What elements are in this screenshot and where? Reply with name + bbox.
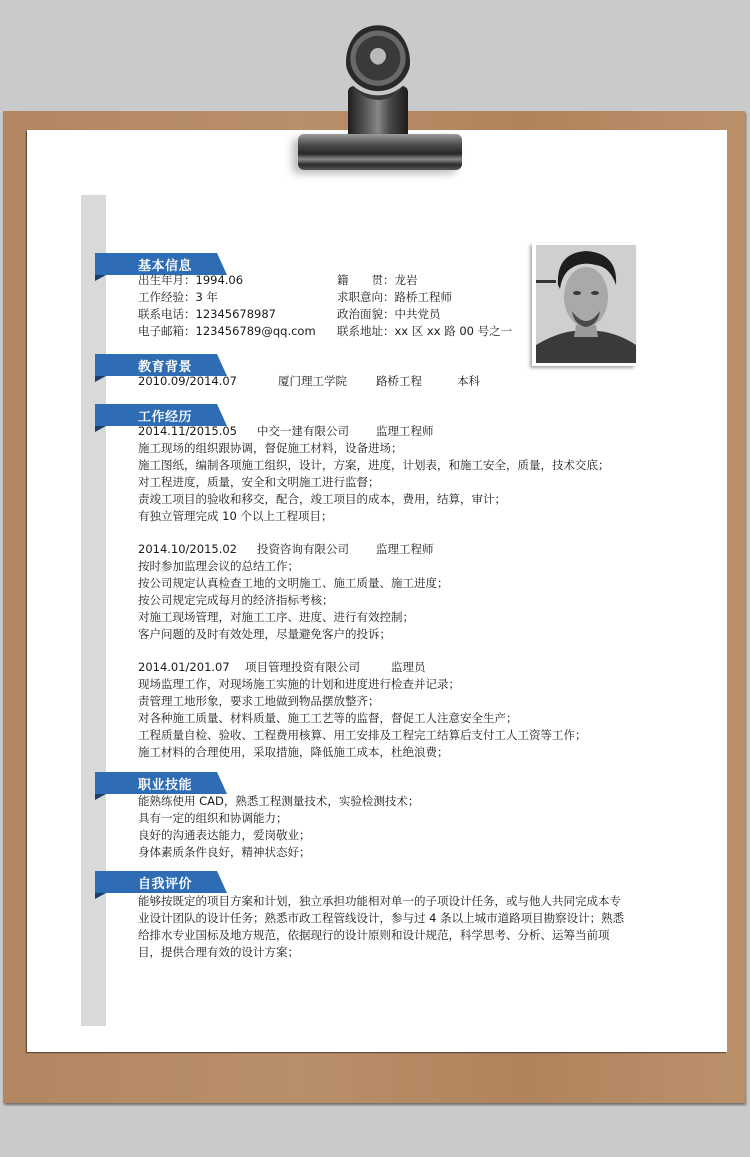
section-title: 自我评价 [138, 877, 193, 892]
job-position: 监理员 [391, 660, 426, 674]
job-duty: 施工图纸，编制各项施工组织，设计，方案，进度，计划表，和施工安全，质量，技术交底； [138, 458, 610, 472]
job-position: 监理工程师 [376, 542, 434, 556]
skill-item: 身体素质条件良好，精神状态好； [138, 845, 311, 859]
info-birth: 出生年月：1994.06 [138, 273, 244, 287]
job-duty: 对各种施工质量、材料质量、施工工艺等的监督，督促工人注意安全生产； [138, 711, 518, 725]
job-duty: 按时参加监理会议的总结工作； [138, 559, 299, 573]
skill-item: 良好的沟通表达能力，爱岗敬业； [138, 828, 311, 842]
job-duty: 责竣工项目的验收和移交，配合，竣工项目的成本，费用，结算，审计； [138, 492, 506, 506]
job-company: 投资咨询有限公司 [257, 542, 349, 556]
portrait-photo-icon [536, 245, 636, 363]
job-company: 项目管理投资有限公司 [245, 660, 360, 674]
info-phone: 联系电话：12345678987 [138, 307, 276, 321]
job-period: 2014.11/2015.05 [138, 424, 237, 438]
section-title: 基本信息 [138, 259, 193, 274]
job-duty: 现场监理工作，对现场施工实施的计划和进度进行检查并记录； [138, 677, 460, 691]
profile-photo [532, 243, 636, 366]
job-company: 中交一建有限公司 [257, 424, 349, 438]
job-duty: 客户问题的及时有效处理，尽量避免客户的投诉； [138, 627, 391, 641]
education-school: 厦门理工学院 [278, 374, 347, 388]
job-duty: 对施工现场管理，对施工工序、进度、进行有效控制； [138, 610, 414, 624]
section-header-skills [95, 772, 227, 794]
job-duty: 有独立管理完成 10 个以上工程项目； [138, 509, 333, 523]
section-header-self-eval [95, 871, 227, 893]
info-address: 联系地址：xx 区 xx 路 00 号之一 [337, 324, 513, 338]
job-duty: 按公司规定认真检查工地的文明施工、施工质量、施工进度； [138, 576, 449, 590]
self-eval-text: 能够按既定的项目方案和计划，独立承担功能相对单一的子项设计任务，或与他人共同完成本专业设计团队的设计任务；熟悉市政工程管线设计，参与过 4 条以上城市道路项目勘察设计；熟悉给排水专业国标及地方规范，依据现行的设计原则和设计规范，科学思考、分析、运筹当前项目，提供合理有效的设计方案； [138, 894, 625, 959]
section-title: 职业技能 [138, 778, 193, 793]
job-position: 监理工程师 [376, 424, 434, 438]
job-duty: 责管理工地形象，要求工地做到物品摆放整齐； [138, 694, 380, 708]
job-period: 2014.10/2015.02 [138, 542, 237, 556]
education-degree: 本科 [457, 374, 480, 388]
skill-item: 能熟练使用 CAD，熟悉工程测量技术，实验检测技术； [138, 794, 420, 808]
sidebar-bar [81, 195, 106, 1026]
job-period: 2014.01/201.07 [138, 660, 230, 674]
job-duty: 施工材料的合理使用，采取措施，降低施工成本，杜绝浪费； [138, 745, 449, 759]
section-title: 教育背景 [138, 360, 193, 375]
binder-clip-icon [298, 24, 462, 170]
job-duty: 施工现场的组织跟协调，督促施工材料，设备进场； [138, 441, 403, 455]
info-job-intention: 求职意向：路桥工程师 [337, 290, 452, 304]
info-political-status: 政治面貌：中共党员 [337, 307, 441, 321]
section-title: 工作经历 [138, 410, 193, 425]
education-major: 路桥工程 [376, 374, 422, 388]
job-duty: 对工程进度，质量，安全和文明施工进行监督； [138, 475, 380, 489]
job-duty: 工程质量自检、验收、工程费用核算、用工安排及工程完工结算后支付工人工资等工作； [138, 728, 587, 742]
info-email: 电子邮箱：123456789@qq.com [138, 324, 316, 338]
info-hometown: 籍 贯：龙岩 [337, 273, 418, 287]
education-period: 2010.09/2014.07 [138, 374, 237, 388]
skill-item: 具有一定的组织和协调能力； [138, 811, 288, 825]
job-duty: 按公司规定完成每月的经济指标考核； [138, 593, 334, 607]
info-experience: 工作经验：3 年 [138, 290, 218, 304]
